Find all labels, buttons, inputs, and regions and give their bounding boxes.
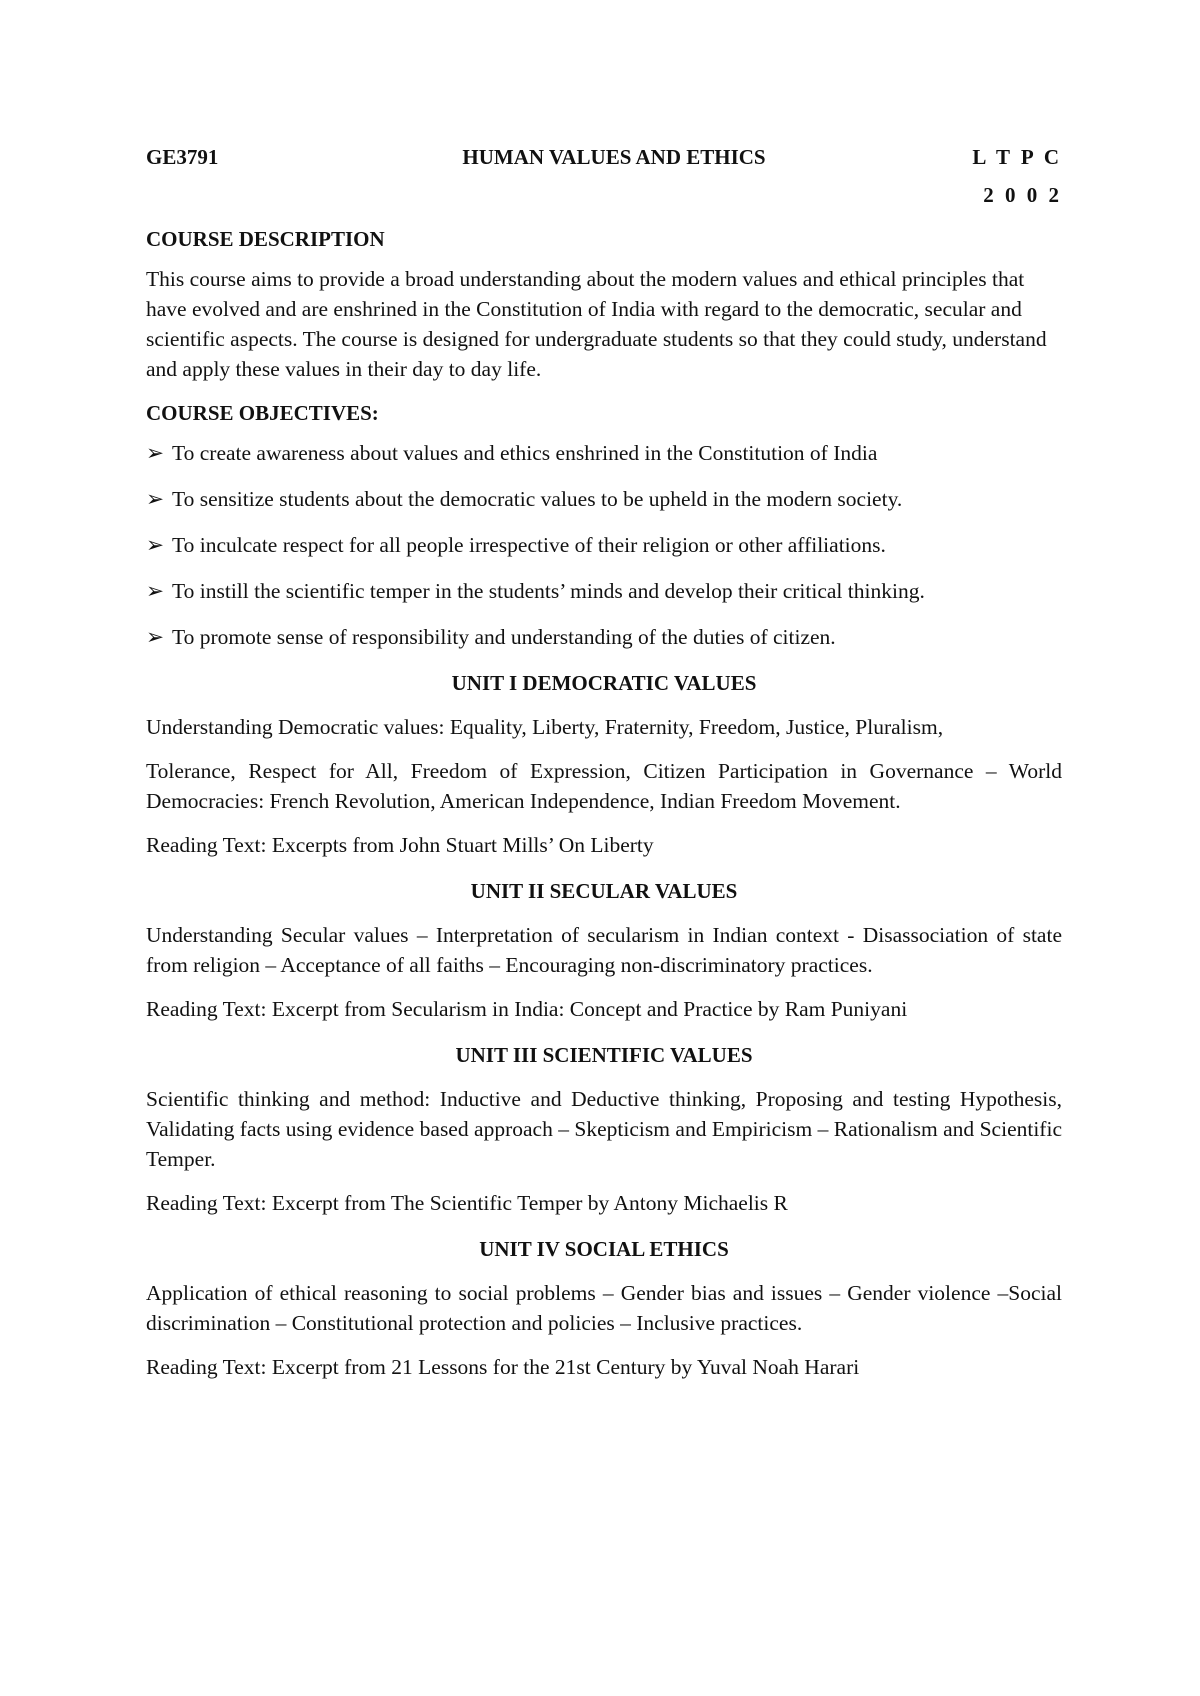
objective-text: To promote sense of responsibility and understanding of the duties of citizen. bbox=[172, 625, 836, 649]
objective-text: To instill the scientific temper in the students’ minds and develop their critical thinking. bbox=[172, 579, 925, 603]
unit-1-heading: UNIT I DEMOCRATIC VALUES bbox=[451, 671, 757, 695]
objective-text: To create awareness about values and ethics enshrined in the Constitution of India bbox=[172, 441, 878, 465]
unit-4-text: Application of ethical reasoning to social problems – Gender bias and issues – Gender violence –Social discrimination – Constitutional protection and policies – Inclusive practices. bbox=[146, 1281, 1062, 1335]
arrow-bullet-icon: ➢ bbox=[146, 533, 165, 557]
objective-item bbox=[146, 622, 1062, 652]
unit-3-heading: UNIT III SCIENTIFIC VALUES bbox=[455, 1043, 753, 1067]
course-header bbox=[146, 142, 1062, 172]
objective-text: To sensitize students about the democratic values to be upheld in the modern society. bbox=[172, 487, 903, 511]
unit-2-reading: Reading Text: Excerpt from Secularism in India: Concept and Practice by Ram Puniyani bbox=[146, 997, 908, 1021]
objective-item bbox=[146, 530, 1062, 560]
course-title: HUMAN VALUES AND ETHICS bbox=[462, 145, 766, 169]
objective-text: To inculcate respect for all people irrespective of their religion or other affiliations. bbox=[172, 533, 886, 557]
objective-item bbox=[146, 438, 1062, 468]
objective-item bbox=[146, 576, 1062, 606]
unit-4-heading: UNIT IV SOCIAL ETHICS bbox=[479, 1237, 729, 1261]
course-code: GE3791 bbox=[146, 145, 219, 169]
syllabus-page bbox=[146, 142, 1062, 1382]
arrow-bullet-icon: ➢ bbox=[146, 579, 165, 603]
unit-2-text: Understanding Secular values – Interpretation of secularism in Indian context - Disassociation of state from religion – Acceptance of all faiths – Encouraging non-discriminatory practices. bbox=[146, 923, 1062, 977]
unit-3-text: Scientific thinking and method: Inductive and Deductive thinking, Proposing and testing Hypothesis, Validating facts using evidence based approach – Skepticism and Empiricism – Rationalism and Scientific Temper. bbox=[146, 1087, 1062, 1171]
credits-values: 2 0 0 2 bbox=[983, 183, 1062, 207]
ltpc-label: L T P C bbox=[972, 145, 1062, 169]
course-description-heading: COURSE DESCRIPTION bbox=[146, 227, 385, 251]
arrow-bullet-icon: ➢ bbox=[146, 625, 165, 649]
arrow-bullet-icon: ➢ bbox=[146, 441, 165, 465]
unit-1-text: Tolerance, Respect for All, Freedom of Expression, Citizen Participation in Governance – World Democracies: French Revolution, American Independence, Indian Freedom Movement. bbox=[146, 759, 1062, 813]
course-objectives-heading: COURSE OBJECTIVES: bbox=[146, 401, 379, 425]
unit-1-text: Understanding Democratic values: Equality, Liberty, Fraternity, Freedom, Justice, Pluralism, bbox=[146, 715, 944, 739]
objectives-list bbox=[146, 438, 1062, 652]
unit-1-reading: Reading Text: Excerpts from John Stuart Mills’ On Liberty bbox=[146, 833, 654, 857]
unit-4-reading: Reading Text: Excerpt from 21 Lessons for the 21st Century by Yuval Noah Harari bbox=[146, 1355, 860, 1379]
arrow-bullet-icon: ➢ bbox=[146, 487, 165, 511]
unit-2-heading: UNIT II SECULAR VALUES bbox=[470, 879, 738, 903]
unit-3-reading: Reading Text: Excerpt from The Scientific Temper by Antony Michaelis R bbox=[146, 1191, 788, 1215]
objective-item bbox=[146, 484, 1062, 514]
course-description-text: This course aims to provide a broad understanding about the modern values and ethical principles that have evolved and are enshrined in the Constitution of India with regard to the democratic, secular and scientific aspects. The course is designed for undergraduate students so that they could study, understand and apply these values in their day to day life. bbox=[146, 267, 1047, 381]
